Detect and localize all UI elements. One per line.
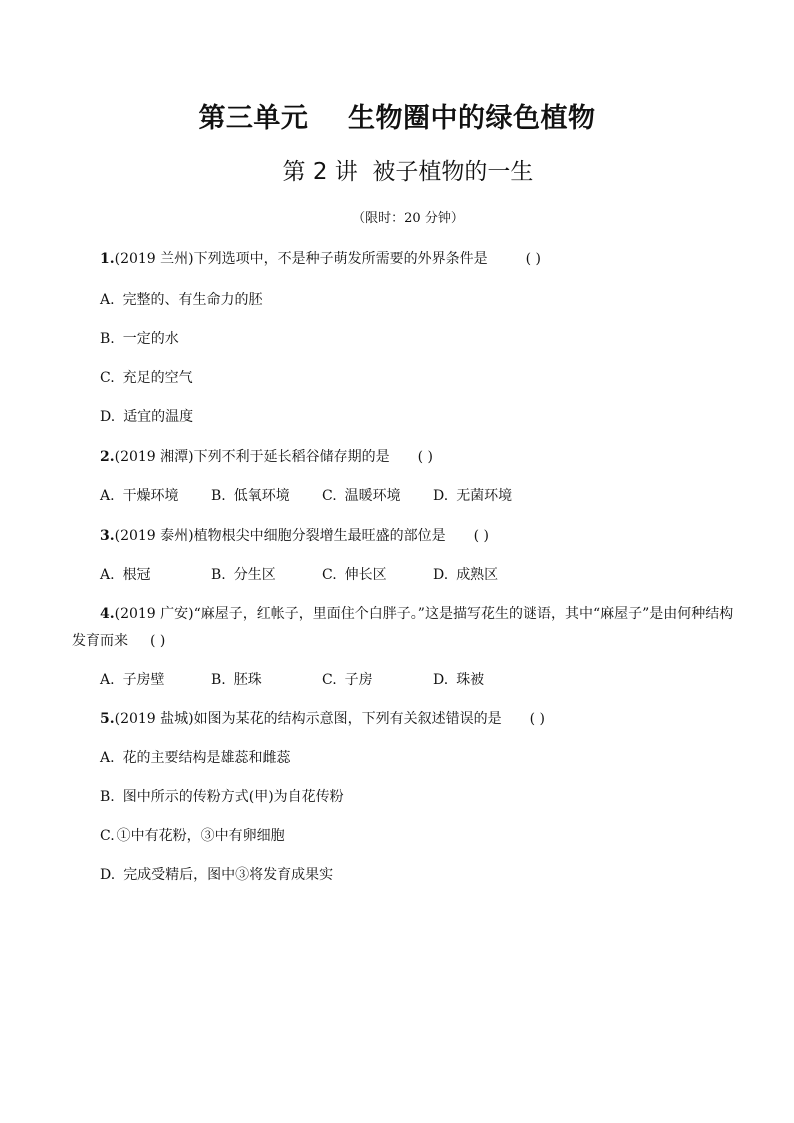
option-text: 无菌环境: [456, 488, 513, 504]
question-4-stem-continued: [72, 630, 165, 652]
option-label: A.: [100, 567, 115, 583]
question-2-options: [100, 485, 512, 507]
question-text: (2019 广安)“麻屋子，红帐子，里面住个白胖子。”这是描写花生的谜语，其中“麻屋子”是由何种结构: [114, 606, 734, 622]
question-3-option-d[interactable]: [433, 564, 498, 586]
option-label: D.: [433, 567, 449, 583]
question-2-option-b[interactable]: [211, 485, 322, 507]
question-number: 4.: [100, 606, 115, 622]
option-label: A.: [100, 672, 115, 688]
question-4-option-d[interactable]: [433, 669, 484, 691]
question-number: 2.: [100, 449, 115, 465]
question-1-option-b[interactable]: [100, 328, 179, 350]
option-text: 图中所示的传粉方式(甲)为自花传粉: [122, 789, 344, 805]
question-1-option-d[interactable]: [100, 406, 193, 428]
question-3-option-b[interactable]: [211, 564, 322, 586]
question-number: 1.: [100, 251, 115, 267]
option-text: ①中有花粉，③中有卵细胞: [116, 828, 285, 844]
question-5-option-c[interactable]: [100, 825, 285, 847]
question-3-options: [100, 564, 498, 586]
answer-blank[interactable]: ( ): [529, 711, 546, 727]
option-label: D.: [433, 488, 449, 504]
option-text: 适宜的温度: [123, 409, 194, 425]
option-text: 伸长区: [344, 567, 387, 583]
question-2-stem: [100, 446, 433, 468]
question-text: (2019 湘潭)下列不利于延长稻谷储存期的是: [114, 449, 390, 465]
question-3-stem: [100, 525, 489, 547]
question-3-option-a[interactable]: [100, 564, 211, 586]
question-text: (2019 盐城)如图为某花的结构示意图，下列有关叙述错误的是: [114, 711, 502, 727]
option-label: C.: [322, 567, 337, 583]
question-text-continued: 发育而来: [72, 633, 128, 649]
option-text: 分生区: [233, 567, 276, 583]
option-text: 充足的空气: [122, 370, 193, 386]
option-text: 完整的、有生命力的胚: [122, 292, 263, 308]
option-label: A.: [100, 488, 115, 504]
option-text: 子房: [344, 672, 373, 688]
question-2-option-a[interactable]: [100, 485, 211, 507]
option-text: 低氧环境: [233, 488, 290, 504]
lesson-title: 第 2 讲 被子植物的一生: [282, 159, 534, 185]
question-2-option-c[interactable]: [322, 485, 433, 507]
option-label: D.: [100, 867, 116, 883]
question-5-stem: [100, 708, 545, 730]
option-text: 干燥环境: [122, 488, 179, 504]
option-text: 根冠: [122, 567, 151, 583]
answer-blank[interactable]: ( ): [525, 251, 542, 267]
question-4-stem: [100, 603, 733, 625]
option-text: 珠被: [456, 672, 485, 688]
question-number: 5.: [100, 711, 115, 727]
option-text: 完成受精后，图中③将发育成果实: [123, 867, 334, 883]
question-1-option-c[interactable]: [100, 367, 193, 389]
option-text: 温暖环境: [344, 488, 401, 504]
question-2-option-d[interactable]: [433, 485, 512, 507]
question-5-option-a[interactable]: [100, 747, 291, 769]
question-1-stem: [100, 248, 541, 270]
option-label: C.: [322, 488, 337, 504]
option-label: C.: [322, 672, 337, 688]
option-label: A.: [100, 292, 115, 308]
question-4-option-b[interactable]: [211, 669, 322, 691]
question-4-option-a[interactable]: [100, 669, 211, 691]
option-label: D.: [433, 672, 449, 688]
option-text: 花的主要结构是雄蕊和雌蕊: [122, 750, 291, 766]
question-4-options: [100, 669, 484, 691]
option-text: 一定的水: [122, 331, 179, 347]
option-label: B.: [100, 789, 115, 805]
answer-blank[interactable]: ( ): [473, 528, 490, 544]
question-text: (2019 兰州)下列选项中，不是种子萌发所需要的外界条件是: [114, 251, 488, 267]
option-label: C.: [100, 370, 115, 386]
answer-blank[interactable]: ( ): [417, 449, 434, 465]
unit-title: 第三单元 生物圈中的绿色植物: [198, 103, 596, 134]
answer-blank[interactable]: ( ): [150, 633, 166, 649]
option-label: B.: [211, 672, 226, 688]
question-text: (2019 泰州)植物根尖中细胞分裂增生最旺盛的部位是: [114, 528, 446, 544]
option-label: B.: [211, 488, 226, 504]
option-text: 成熟区: [456, 567, 499, 583]
question-1-option-a[interactable]: [100, 289, 263, 311]
option-text: 胚珠: [233, 672, 262, 688]
option-label: B.: [211, 567, 226, 583]
option-label: A.: [100, 750, 115, 766]
question-3-option-c[interactable]: [322, 564, 433, 586]
option-text: 子房壁: [122, 672, 165, 688]
option-label: C.: [100, 828, 115, 844]
question-number: 3.: [100, 528, 115, 544]
option-label: D.: [100, 409, 116, 425]
time-limit: （限时：20 分钟）: [352, 211, 464, 226]
option-label: B.: [100, 331, 115, 347]
question-5-option-d[interactable]: [100, 864, 333, 886]
question-4-option-c[interactable]: [322, 669, 433, 691]
question-5-option-b[interactable]: [100, 786, 344, 808]
